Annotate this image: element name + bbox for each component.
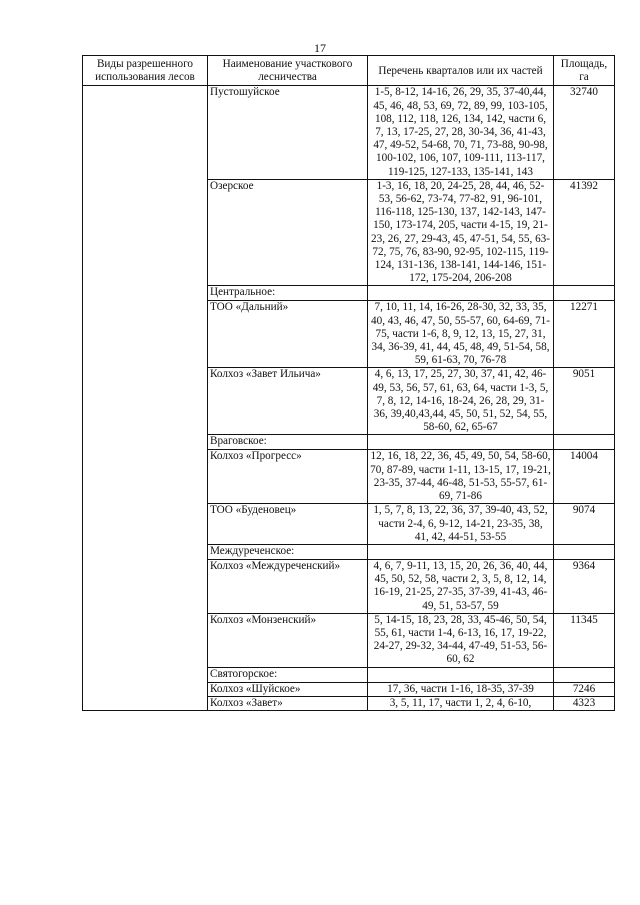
quarters-list: 1, 5, 7, 8, 13, 22, 36, 37, 39-40, 43, 52, части 2-4, 6, 9-12, 14-21, 23-35, 38, 41, 42, 44-51, 53-55 <box>368 504 554 545</box>
quarters-list <box>368 435 554 450</box>
table-header-row <box>83 56 615 86</box>
area-value: 11345 <box>554 613 615 667</box>
area-value <box>554 544 615 559</box>
quarters-list: 7, 10, 11, 14, 16-26, 28-30, 32, 33, 35, 40, 43, 46, 47, 50, 55-57, 60, 64-69, 71-75, части 1-6, 8, 9, 12, 13, 15, 27, 31, 34, 36-39, 41, 44, 45, 48, 49, 51-54, 58, 59, 61-63, 70, 76-78 <box>368 301 554 368</box>
header-use-type: Виды разрешенного использования лесов <box>83 56 208 86</box>
quarters-list: 3, 5, 11, 17, части 1, 2, 4, 6-10, <box>368 696 554 710</box>
area-value: 4323 <box>554 696 615 710</box>
forestry-name: Пустошуйское <box>208 86 368 179</box>
quarters-list: 1-5, 8-12, 14-16, 26, 29, 35, 37-40,44, 45, 46, 48, 53, 69, 72, 89, 99, 103-105, 108, 112, 118, 126, 134, 142, части 6, 7, 13, 17-25, 27, 28, 30-34, 36, 41-43, 47, 49-52, 54-68, 70, 71, 73-88, 90-98, 100-102, 106, 107, 109-111, 113-117, 119-125, 127-133, 135-141, 143 <box>368 86 554 179</box>
forestry-name: Колхоз «Прогресс» <box>208 450 368 504</box>
area-value: 32740 <box>554 86 615 179</box>
table-row <box>83 86 615 179</box>
quarters-list: 1-3, 16, 18, 20, 24-25, 28, 44, 46, 52-53, 56-62, 73-74, 77-82, 91, 96-101, 116-118, 125-130, 137, 142-143, 147-150, 173-174, 205, части 4-15, 19, 21-23, 26, 27, 29-43, 45, 47-51, 54, 55, 63-72, 75, 76, 83-90, 92-95, 102-115, 119-124, 131-136, 138-141, 144-146, 151-172, 175-204, 206-208 <box>368 179 554 286</box>
page-number: 17 <box>314 41 326 55</box>
forestry-name: Колхоз «Завет» <box>208 696 368 710</box>
section-name: Святогорское: <box>208 667 368 682</box>
quarters-list: 17, 36, части 1-16, 18-35, 37-39 <box>368 682 554 696</box>
quarters-list <box>368 286 554 301</box>
forestry-name: Колхоз «Шуйское» <box>208 682 368 696</box>
quarters-list: 12, 16, 18, 22, 36, 45, 49, 50, 54, 58-60, 70, 87-89, части 1-11, 13-15, 17, 19-21, 23-35, 37-44, 46-48, 51-53, 55-57, 61-69, 71-86 <box>368 450 554 504</box>
section-name: Центральное: <box>208 286 368 301</box>
quarters-list: 5, 14-15, 18, 23, 28, 33, 45-46, 50, 54, 55, 61, части 1-4, 6-13, 16, 17, 19-22, 24-27, 29-32, 34-44, 47-49, 51-53, 56-60, 62 <box>368 613 554 667</box>
forest-quarters-table <box>82 55 615 711</box>
forestry-name: ТОО «Дальний» <box>208 301 368 368</box>
area-value <box>554 667 615 682</box>
area-value: 9051 <box>554 368 615 435</box>
area-value: 12271 <box>554 301 615 368</box>
quarters-list: 4, 6, 13, 17, 25, 27, 30, 37, 41, 42, 46-49, 53, 56, 57, 61, 63, 64, части 1-3, 5, 7, 8, 12, 14-16, 18-24, 26, 28, 29, 31-36, 39,40,43,44, 45, 50, 51, 52, 54, 55, 58-60, 62, 65-67 <box>368 368 554 435</box>
section-name: Враговское: <box>208 435 368 450</box>
header-area: Площадь, га <box>554 56 615 86</box>
table-body <box>83 86 615 711</box>
header-forestry-name: Наименование участкового лесничества <box>208 56 368 86</box>
area-value: 9074 <box>554 504 615 545</box>
forestry-name: ТОО «Буденовец» <box>208 504 368 545</box>
quarters-list: 4, 6, 7, 9-11, 13, 15, 20, 26, 36, 40, 44, 45, 50, 52, 58, части 2, 3, 5, 8, 12, 14, 16-19, 21-25, 27-35, 37-39, 41-43, 46-49, 51, 53-57, 59 <box>368 559 554 613</box>
header-quarters-list: Перечень кварталов или их частей <box>368 56 554 86</box>
area-value: 9364 <box>554 559 615 613</box>
forestry-name: Колхоз «Междуреченский» <box>208 559 368 613</box>
area-value: 7246 <box>554 682 615 696</box>
quarters-list <box>368 667 554 682</box>
forestry-name: Колхоз «Монзенский» <box>208 613 368 667</box>
use-type-cell <box>83 86 208 711</box>
forestry-name: Озерское <box>208 179 368 286</box>
quarters-list <box>368 544 554 559</box>
forestry-name: Колхоз «Завет Ильича» <box>208 368 368 435</box>
section-name: Междуреченское: <box>208 544 368 559</box>
area-value: 41392 <box>554 179 615 286</box>
area-value <box>554 286 615 301</box>
area-value: 14004 <box>554 450 615 504</box>
area-value <box>554 435 615 450</box>
